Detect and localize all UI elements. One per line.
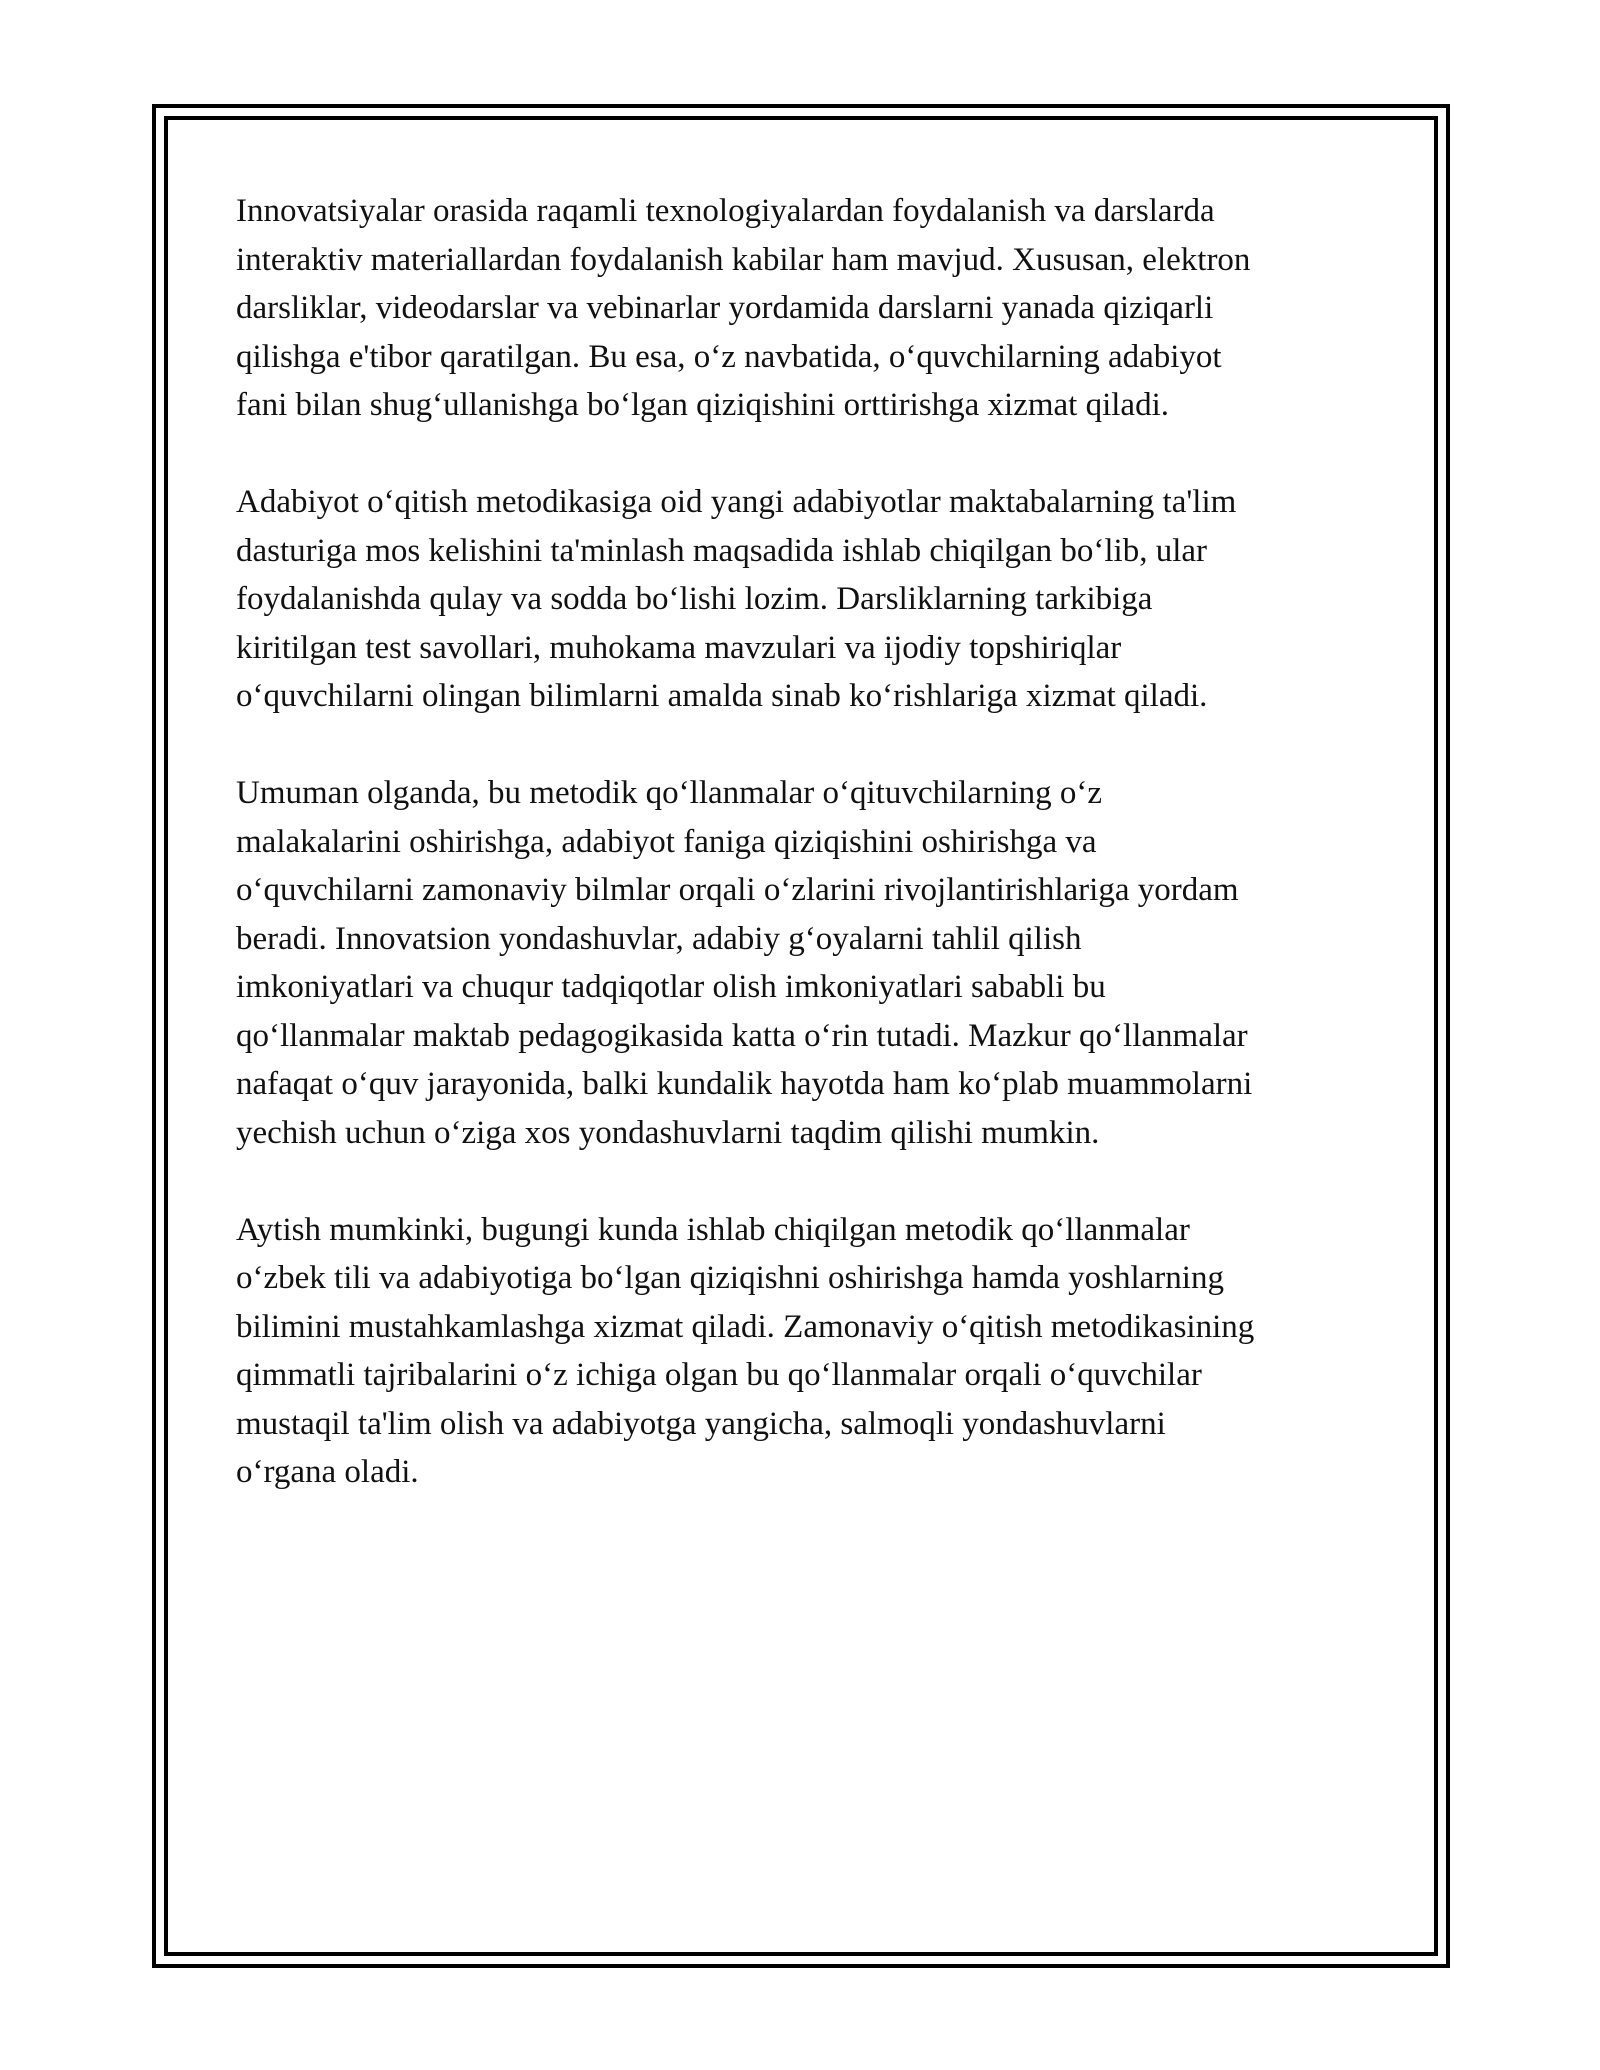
text-line: oʻrgana oladi.: [236, 1454, 419, 1490]
paragraph-2: [236, 478, 1376, 721]
text-line: Umuman olganda, bu metodik qoʻllanmalar oʻqituvchilarning oʻz: [236, 775, 1103, 811]
text-line: oʻquvchilarni zamonaviy bilmlar orqali oʻzlarini rivojlantirishlariga yordam: [236, 872, 1239, 908]
text-line: Aytish mumkinki, bugungi kunda ishlab chiqilgan metodik qoʻllanmalar: [236, 1211, 1190, 1248]
text-line: qimmatli tajribalarini oʻz ichiga olgan bu qoʻllanmalar orqali oʻquvchilar: [236, 1357, 1202, 1393]
text-line: oʻquvchilarni olingan bilimlarni amalda sinab koʻrishlariga xizmat qiladi.: [236, 678, 1208, 714]
text-line: malakalarini oshirishga, adabiyot faniga qiziqishini oshirishga va: [236, 823, 1097, 860]
paragraph-4: [236, 1206, 1376, 1497]
text-line: fani bilan shugʻullanishga boʻlgan qiziqishini orttirishga xizmat qiladi.: [236, 387, 1169, 423]
text-line: beradi. Innovatsion yondashuvlar, adabiy gʻoyalarni tahlil qilish: [236, 920, 1082, 957]
paragraph-3: [236, 769, 1376, 1157]
text-line: mustaqil ta'lim olish va adabiyotga yangicha, salmoqli yondashuvlarni: [236, 1405, 1166, 1442]
text-line: nafaqat oʻquv jarayonida, balki kundalik hayotda ham koʻplab muammolarni: [236, 1066, 1253, 1102]
text-line: foydalanishda qulay va sodda boʻlishi lozim. Darsliklarning tarkibiga: [236, 581, 1153, 617]
text-line: kiritilgan test savollari, muhokama mavzulari va ijodiy topshiriqlar: [236, 629, 1122, 666]
text-line: dasturiga mos kelishini ta'minlash maqsadida ishlab chiqilgan boʻlib, ular: [236, 532, 1208, 569]
text-line: Innovatsiyalar orasida raqamli texnologiyalardan foydalanish va darslarda: [236, 193, 1215, 229]
text-line: Adabiyot oʻqitish metodikasiga oid yangi adabiyotlar maktabalarning ta'lim: [236, 484, 1237, 520]
text-line: qoʻllanmalar maktab pedagogikasida katta oʻrin tutadi. Mazkur qoʻllanmalar: [236, 1017, 1248, 1054]
text-line: qilishga e'tibor qaratilgan. Bu esa, oʻz navbatida, oʻquvchilarning adabiyot: [236, 338, 1222, 375]
document-body: [236, 187, 1376, 1545]
text-line: bilimini mustahkamlashga xizmat qiladi. Zamonaviy oʻqitish metodikasining: [236, 1308, 1255, 1345]
text-line: interaktiv materiallardan foydalanish kabilar ham mavjud. Xususan, elektron: [236, 241, 1251, 278]
text-line: oʻzbek tili va adabiyotiga boʻlgan qiziqishni oshirishga hamda yoshlarning: [236, 1260, 1224, 1296]
text-line: imkoniyatlari va chuqur tadqiqotlar olish imkoniyatlari sababli bu: [236, 969, 1106, 1005]
text-line: yechish uchun oʻziga xos yondashuvlarni taqdim qilishi mumkin.: [236, 1114, 1100, 1151]
paragraph-1: [236, 187, 1376, 430]
text-line: darsliklar, videodarslar va vebinarlar yordamida darslarni yanada qiziqarli: [236, 290, 1214, 326]
